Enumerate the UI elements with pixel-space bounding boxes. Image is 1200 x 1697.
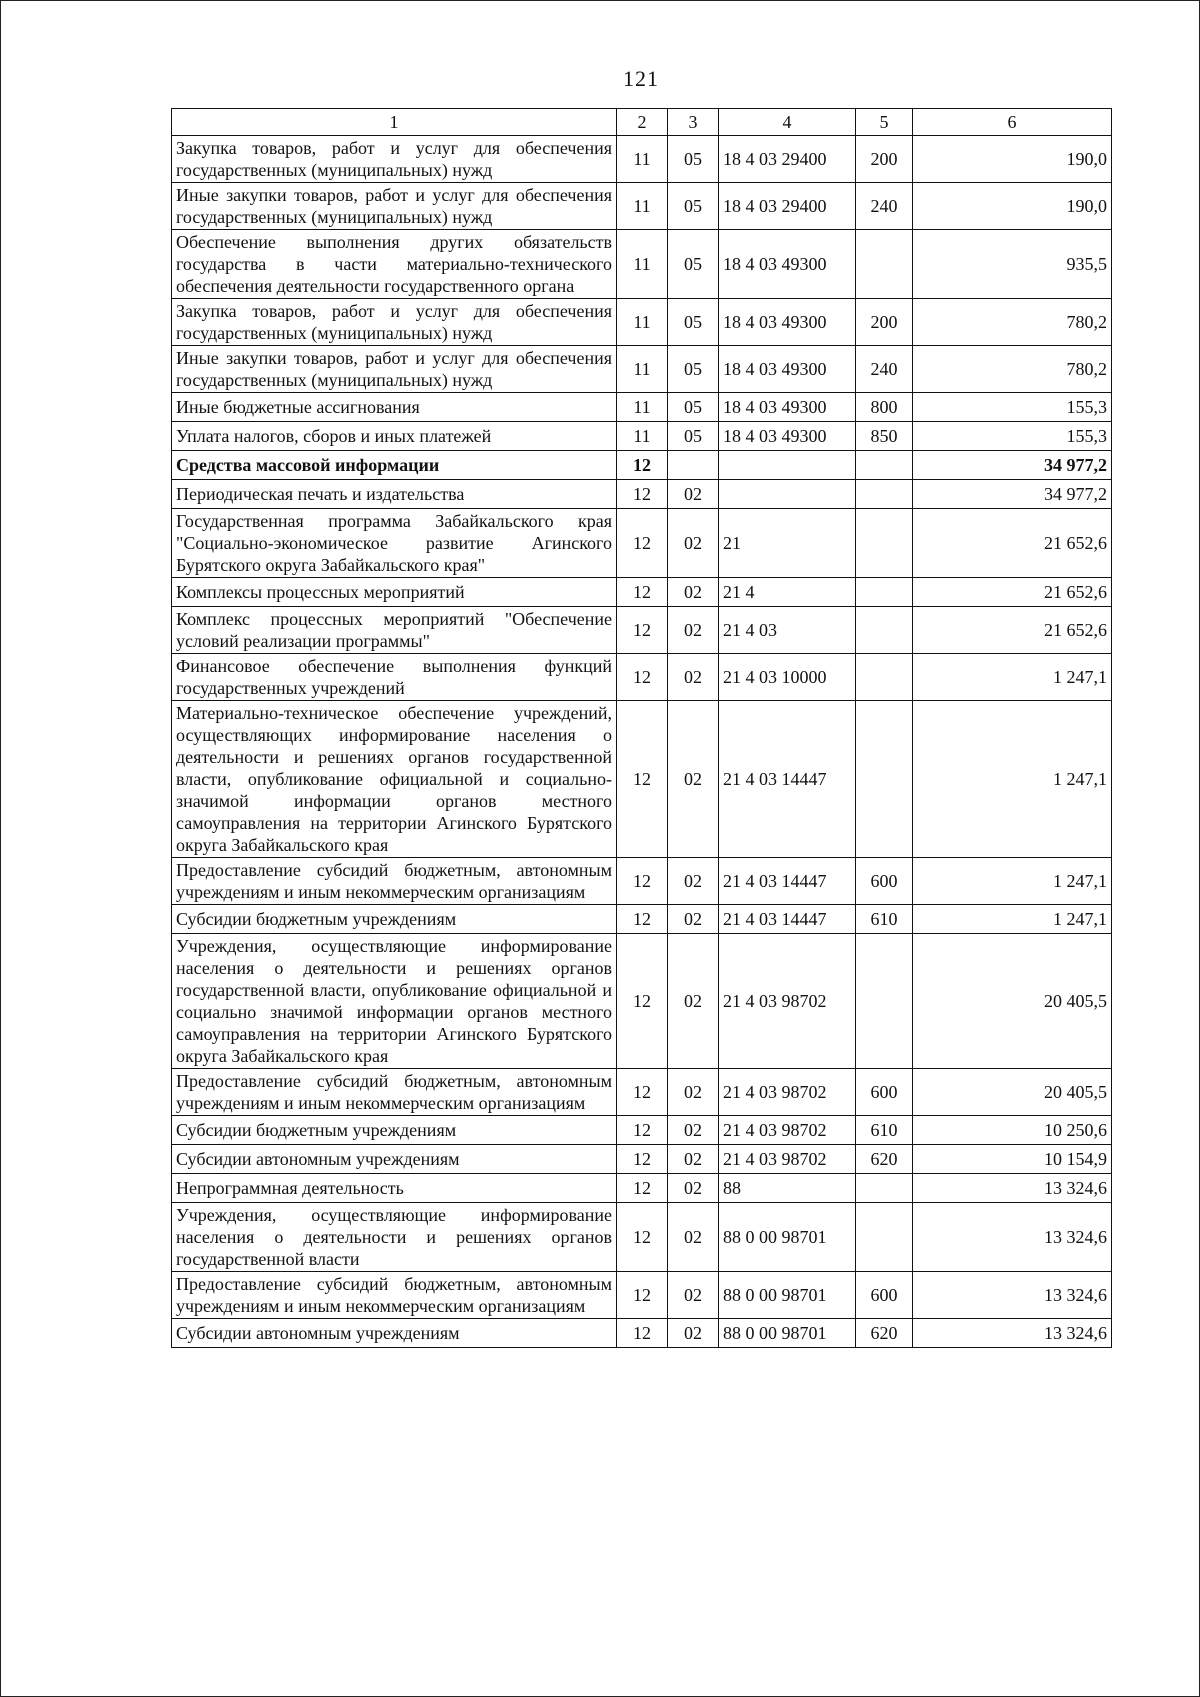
row-section-cell: 12 [617,509,668,578]
row-amount-cell: 935,5 [913,230,1112,299]
row-target-article-cell: 18 4 03 49300 [719,393,856,422]
row-subsection-cell: 02 [668,480,719,509]
row-subsection-cell [668,451,719,480]
table-row [172,422,1112,451]
row-amount-cell: 20 405,5 [913,934,1112,1069]
row-section-cell: 11 [617,183,668,230]
row-subsection-cell: 02 [668,578,719,607]
row-target-article-cell [719,480,856,509]
row-subsection-cell: 02 [668,905,719,934]
row-expense-type-cell: 620 [856,1145,913,1174]
row-subsection-cell: 02 [668,1069,719,1116]
row-expense-type-cell: 800 [856,393,913,422]
row-target-article-cell: 18 4 03 49300 [719,299,856,346]
row-expense-type-cell: 240 [856,183,913,230]
row-expense-type-cell [856,654,913,701]
table-row [172,905,1112,934]
table-row [172,654,1112,701]
row-subsection-cell: 02 [668,1203,719,1272]
row-section-cell: 12 [617,607,668,654]
row-section-cell: 12 [617,934,668,1069]
table-row [172,1116,1112,1145]
row-subsection-cell: 02 [668,1116,719,1145]
row-amount-cell: 13 324,6 [913,1174,1112,1203]
row-section-cell: 11 [617,299,668,346]
row-expense-type-cell: 610 [856,1116,913,1145]
header-col-1: 1 [172,109,617,136]
row-name-cell: Предоставление субсидий бюджетным, автономным учреждениям и иным некоммерческим организациям [172,858,617,905]
table-row [172,1203,1112,1272]
row-section-cell: 12 [617,451,668,480]
row-target-article-cell: 21 4 03 14447 [719,701,856,858]
row-amount-cell: 1 247,1 [913,701,1112,858]
table-row [172,346,1112,393]
table-row [172,480,1112,509]
row-amount-cell: 13 324,6 [913,1203,1112,1272]
row-section-cell: 12 [617,1272,668,1319]
table-row [172,1319,1112,1348]
table-row [172,607,1112,654]
row-expense-type-cell [856,934,913,1069]
table-row [172,230,1112,299]
row-subsection-cell: 02 [668,1319,719,1348]
row-amount-cell: 13 324,6 [913,1319,1112,1348]
row-amount-cell: 34 977,2 [913,480,1112,509]
row-expense-type-cell: 600 [856,1069,913,1116]
row-section-cell: 12 [617,1145,668,1174]
row-subsection-cell: 02 [668,701,719,858]
row-name-cell: Материально-техническое обеспечение учреждений, осуществляющих информирование населения о деятельности и решениях органов государственной власти, опубликование официальной и социально-значимой информации органов местного самоуправления на территории Агинского Бурятского округа Забайкальского края [172,701,617,858]
row-subsection-cell: 05 [668,422,719,451]
table-body [172,136,1112,1348]
row-section-cell: 12 [617,1116,668,1145]
row-section-cell: 12 [617,1203,668,1272]
row-target-article-cell: 21 4 [719,578,856,607]
row-expense-type-cell: 600 [856,1272,913,1319]
table-row [172,578,1112,607]
row-name-cell: Предоставление субсидий бюджетным, автономным учреждениям и иным некоммерческим организациям [172,1069,617,1116]
row-name-cell: Предоставление субсидий бюджетным, автономным учреждениям и иным некоммерческим организациям [172,1272,617,1319]
row-expense-type-cell [856,578,913,607]
row-expense-type-cell [856,230,913,299]
row-name-cell: Субсидии бюджетным учреждениям [172,905,617,934]
row-amount-cell: 780,2 [913,299,1112,346]
row-section-cell: 11 [617,393,668,422]
row-name-cell: Средства массовой информации [172,451,617,480]
table-row [172,136,1112,183]
row-section-cell: 11 [617,230,668,299]
row-name-cell: Иные закупки товаров, работ и услуг для обеспечения государственных (муниципальных) нужд [172,183,617,230]
row-section-cell: 11 [617,422,668,451]
row-section-cell: 12 [617,654,668,701]
table-row [172,1145,1112,1174]
row-amount-cell: 10 250,6 [913,1116,1112,1145]
row-subsection-cell: 02 [668,607,719,654]
row-name-cell: Обеспечение выполнения других обязательств государства в части материально-технического обеспечения деятельности государственного органа [172,230,617,299]
row-section-cell: 12 [617,1174,668,1203]
row-section-cell: 12 [617,905,668,934]
row-expense-type-cell [856,1203,913,1272]
row-expense-type-cell [856,701,913,858]
row-name-cell: Субсидии бюджетным учреждениям [172,1116,617,1145]
row-subsection-cell: 02 [668,1145,719,1174]
header-col-6: 6 [913,109,1112,136]
row-expense-type-cell: 600 [856,858,913,905]
row-amount-cell: 780,2 [913,346,1112,393]
row-expense-type-cell [856,607,913,654]
row-name-cell: Субсидии автономным учреждениям [172,1319,617,1348]
table-row [172,299,1112,346]
row-section-cell: 12 [617,858,668,905]
row-subsection-cell: 05 [668,183,719,230]
row-expense-type-cell: 610 [856,905,913,934]
row-target-article-cell: 21 4 03 10000 [719,654,856,701]
row-amount-cell: 21 652,6 [913,509,1112,578]
row-name-cell: Учреждения, осуществляющие информирование населения о деятельности и решениях органов государственной власти, опубликование официальной и социально значимой информации органов местного самоуправления на территории Агинского Бурятского округа Забайкальского края [172,934,617,1069]
table-row [172,701,1112,858]
row-amount-cell: 1 247,1 [913,905,1112,934]
row-expense-type-cell [856,451,913,480]
header-col-3: 3 [668,109,719,136]
row-target-article-cell: 21 4 03 14447 [719,905,856,934]
row-target-article-cell: 18 4 03 49300 [719,346,856,393]
table-row [172,1272,1112,1319]
row-name-cell: Учреждения, осуществляющие информирование населения о деятельности и решениях органов государственной власти [172,1203,617,1272]
row-amount-cell: 155,3 [913,422,1112,451]
row-target-article-cell: 18 4 03 49300 [719,422,856,451]
row-target-article-cell: 21 4 03 [719,607,856,654]
row-amount-cell: 13 324,6 [913,1272,1112,1319]
row-subsection-cell: 05 [668,136,719,183]
row-target-article-cell: 18 4 03 29400 [719,136,856,183]
row-section-cell: 12 [617,578,668,607]
row-subsection-cell: 05 [668,393,719,422]
row-target-article-cell: 88 0 00 98701 [719,1272,856,1319]
row-amount-cell: 20 405,5 [913,1069,1112,1116]
row-subsection-cell: 02 [668,654,719,701]
row-amount-cell: 34 977,2 [913,451,1112,480]
table-row [172,1174,1112,1203]
row-section-cell: 12 [617,1069,668,1116]
row-target-article-cell: 21 [719,509,856,578]
row-expense-type-cell: 240 [856,346,913,393]
row-name-cell: Уплата налогов, сборов и иных платежей [172,422,617,451]
row-target-article-cell: 21 4 03 14447 [719,858,856,905]
row-amount-cell: 155,3 [913,393,1112,422]
row-name-cell: Комплекс процессных мероприятий "Обеспечение условий реализации программы" [172,607,617,654]
budget-table [171,108,1112,1348]
table-row [172,858,1112,905]
row-expense-type-cell: 620 [856,1319,913,1348]
header-col-2: 2 [617,109,668,136]
row-name-cell: Финансовое обеспечение выполнения функций государственных учреждений [172,654,617,701]
row-target-article-cell: 21 4 03 98702 [719,1069,856,1116]
row-target-article-cell: 18 4 03 49300 [719,230,856,299]
row-subsection-cell: 02 [668,858,719,905]
row-subsection-cell: 05 [668,230,719,299]
row-expense-type-cell: 200 [856,299,913,346]
row-amount-cell: 21 652,6 [913,578,1112,607]
row-target-article-cell: 88 0 00 98701 [719,1203,856,1272]
table-header-row [172,109,1112,136]
row-section-cell: 12 [617,480,668,509]
header-col-5: 5 [856,109,913,136]
row-target-article-cell: 21 4 03 98702 [719,1116,856,1145]
row-amount-cell: 190,0 [913,136,1112,183]
row-section-cell: 12 [617,1319,668,1348]
row-name-cell: Иные закупки товаров, работ и услуг для обеспечения государственных (муниципальных) нужд [172,346,617,393]
row-target-article-cell: 21 4 03 98702 [719,934,856,1069]
row-target-article-cell: 21 4 03 98702 [719,1145,856,1174]
table-row [172,934,1112,1069]
row-amount-cell: 190,0 [913,183,1112,230]
row-expense-type-cell [856,1174,913,1203]
row-name-cell: Непрограммная деятельность [172,1174,617,1203]
row-subsection-cell: 02 [668,509,719,578]
row-amount-cell: 21 652,6 [913,607,1112,654]
row-name-cell: Периодическая печать и издательства [172,480,617,509]
row-name-cell: Иные бюджетные ассигнования [172,393,617,422]
row-name-cell: Закупка товаров, работ и услуг для обеспечения государственных (муниципальных) нужд [172,299,617,346]
row-target-article-cell: 88 [719,1174,856,1203]
row-target-article-cell: 88 0 00 98701 [719,1319,856,1348]
row-expense-type-cell [856,509,913,578]
row-subsection-cell: 02 [668,1272,719,1319]
row-subsection-cell: 02 [668,1174,719,1203]
row-name-cell: Субсидии автономным учреждениям [172,1145,617,1174]
row-subsection-cell: 05 [668,299,719,346]
row-section-cell: 11 [617,346,668,393]
row-expense-type-cell [856,480,913,509]
row-name-cell: Государственная программа Забайкальского края "Социально-экономическое развитие Агинского Бурятского округа Забайкальского края" [172,509,617,578]
row-subsection-cell: 05 [668,346,719,393]
row-expense-type-cell: 200 [856,136,913,183]
table-row [172,183,1112,230]
table-row [172,1069,1112,1116]
row-amount-cell: 10 154,9 [913,1145,1112,1174]
row-section-cell: 11 [617,136,668,183]
row-target-article-cell [719,451,856,480]
row-target-article-cell: 18 4 03 29400 [719,183,856,230]
table-row [172,509,1112,578]
header-col-4: 4 [719,109,856,136]
row-subsection-cell: 02 [668,934,719,1069]
table-row [172,393,1112,422]
row-amount-cell: 1 247,1 [913,654,1112,701]
row-section-cell: 12 [617,701,668,858]
page-number: 121 [623,66,659,91]
row-name-cell: Закупка товаров, работ и услуг для обеспечения государственных (муниципальных) нужд [172,136,617,183]
row-name-cell: Комплексы процессных мероприятий [172,578,617,607]
row-expense-type-cell: 850 [856,422,913,451]
row-amount-cell: 1 247,1 [913,858,1112,905]
table-row [172,451,1112,480]
